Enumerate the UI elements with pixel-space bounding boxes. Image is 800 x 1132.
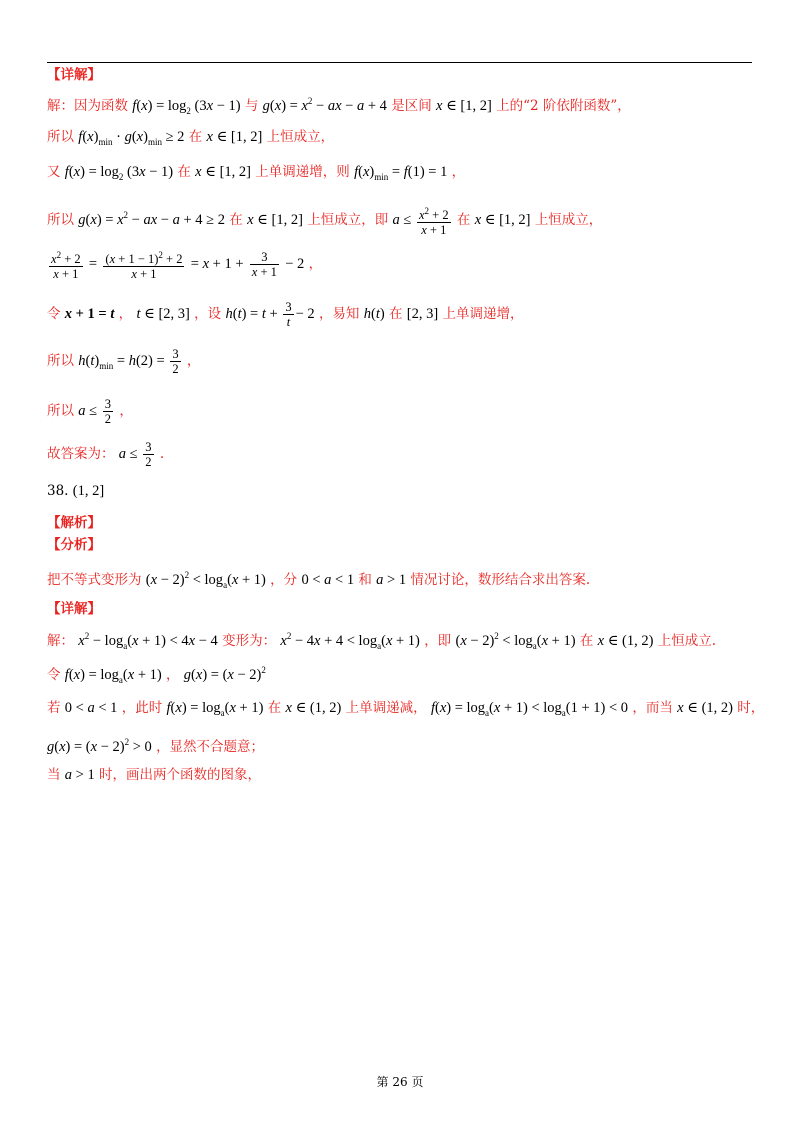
solution-line-2: 所以 $f(x)_{min} \cdot g(x)_{min} \ge 2$ 在 x ∈ [1, 2] 上恒成立， (47, 129, 335, 147)
question-number: 38. (47, 483, 69, 499)
analysis-line: 把不等式变形为 $(x - 2)^2 < \log_a(x + 1)$ ，分 0 < a < 1 和 a > 1 情况讨论，数形结合求出答案. (47, 570, 591, 590)
question-answer: (1, 2] (72, 483, 105, 499)
detail-line-5: 当 a > 1 时，画出两个函数的图象， (47, 767, 262, 783)
question-38-header (47, 482, 104, 500)
solution-line-6: 令 x + 1 = t ， t ∈ [2, 3] ，设 h(t) = t + $\frac{3}{t}$ − 2 ，易知 h(t) 在 [2, 3] 上单调递增， (47, 300, 524, 329)
solution-line-1: 解：因为函数 $f(x) = \log_2 (3x - 1)$ 与 $g(x) = x^2$ − ax − a + 4 是区间 x ∈ [1, 2] 上的“2 阶依附函数”， (47, 96, 631, 116)
solution-line-7: 所以 $h(t)_{min} = h(2)$ = $\frac{3}{2}$ ， (47, 347, 201, 376)
solution-line-4: 所以 $g(x) = x^2$ − ax − a + 4 ≥ 2 在 x ∈ [1, 2] 上恒成立，即 a ≤ $\frac{x^2 + 2}{x + 1}$ 在 x ∈ [1, 2] 上恒成立， (47, 206, 603, 238)
detail-line-2: 令 $f(x) = \log_a(x + 1)$ ， $g(x) = (x - 2)^2$ (47, 665, 266, 685)
section-tag-xiangjie-2: 【详解】 (47, 601, 101, 617)
detail-line-3: 若 0 < a < 1 ，此时 $f(x) = \log_a(x + 1)$ 在 x ∈ (1, 2) 上单调递减， $f(x) = \log_a(x + 1) < \log_a(1 + 1) < 0$ ，而当 x ∈ (1, 2) 时， (47, 700, 765, 718)
header-rule (47, 62, 752, 63)
solution-line-3: 又 $f(x) = \log_2 (3x - 1)$ 在 x ∈ [1, 2] 上单调递增，则 $f(x)_{min} = f(1) = 1$ ， (47, 164, 466, 182)
section-tag-xiangjie: 【详解】 (47, 67, 101, 83)
section-tag-jiexi: 【解析】 (47, 515, 101, 531)
detail-line-4: $g(x) = (x - 2)^2 > 0$ ，显然不合题意； (47, 737, 265, 755)
detail-line-1: 解： $x^2 - \log_a(x + 1) < 4x - 4$ 变形为： $x^2 - 4x + 4 < \log_a(x + 1)$ ，即 $(x - 2)^2 < \log_a(x + 1)$ 在 x ∈ (1, 2) 上恒成立. (47, 631, 717, 651)
page-footer: 第 26 页 (376, 1075, 424, 1089)
answer-line: 故答案为： a ≤ $\frac{3}{2}$ . (47, 440, 165, 469)
solution-line-8: 所以 a ≤ $\frac{3}{2}$ ， (47, 397, 133, 426)
section-tag-fenxi: 【分析】 (47, 537, 101, 553)
solution-line-5: $\frac{x^2 + 2}{x + 1}$ = $\frac{(x + 1 - 1)^2 + 2}{x + 1}$ = x + 1 + $\frac{3}{x + 1}$ − 2 ， (51, 250, 323, 282)
